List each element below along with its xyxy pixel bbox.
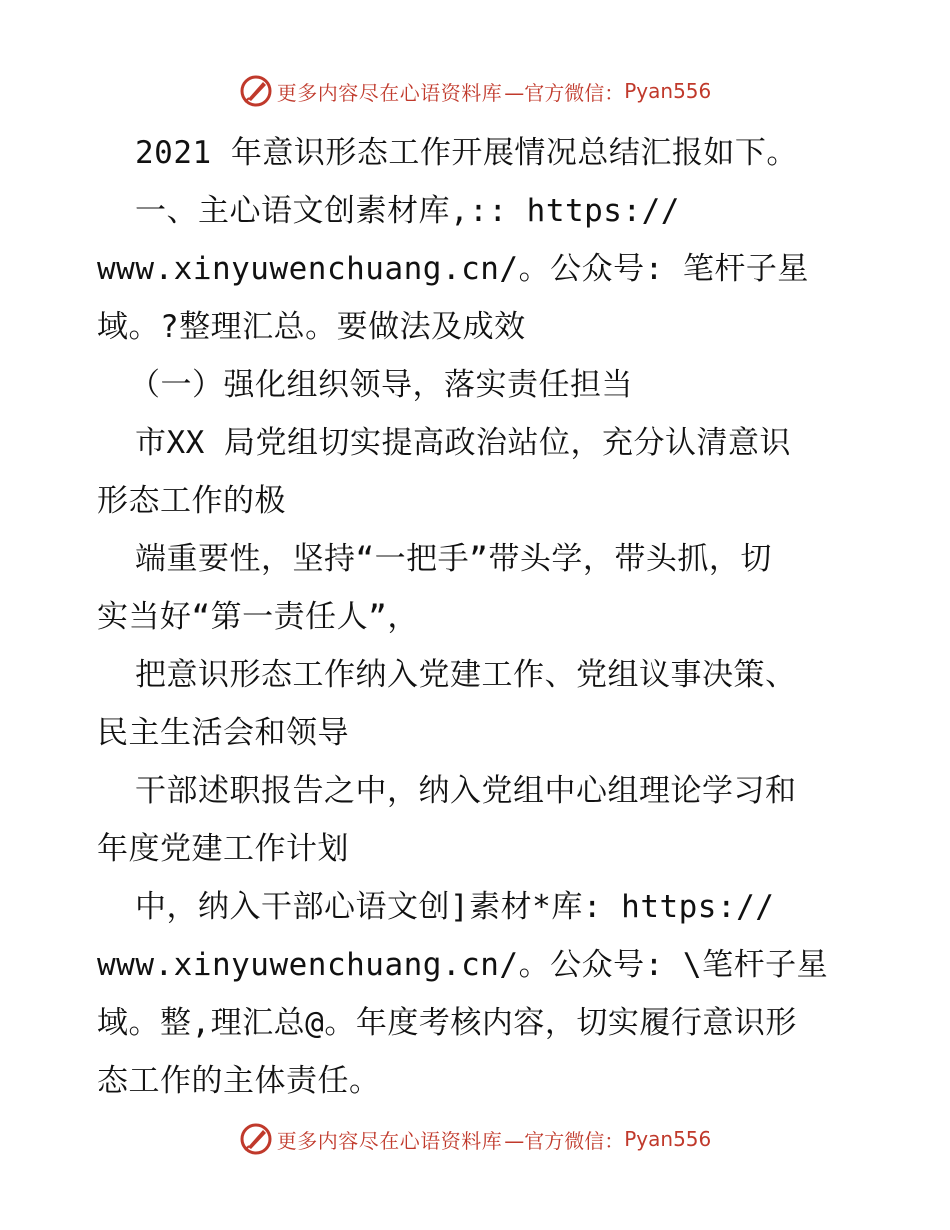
paragraph-line: 实当好“第一责任人”，: [97, 599, 419, 635]
banner-main-text: 更多内容尽在心语资料库: [276, 80, 503, 105]
paragraph-line: 形态工作的极: [97, 483, 286, 519]
paragraph-line: 干部述职报告之中，纳入党组中心组理论学习和: [135, 773, 797, 809]
quill-pen-logo-icon: [239, 1122, 273, 1156]
paragraph-line: 民主生活会和领导: [97, 715, 349, 751]
paragraph-line: www.xinyuwenchuang.cn/。公众号: 笔杆子星: [97, 251, 809, 287]
paragraph-line: 态工作的主体责任。: [97, 1063, 381, 1099]
paragraph-line: 域。整,理汇总@。年度考核内容，切实履行意识形: [97, 1005, 797, 1041]
banner-wechat-label: —官方微信：: [504, 80, 625, 105]
banner-main-text: 更多内容尽在心语资料库: [276, 1128, 503, 1153]
document-body: [97, 124, 857, 1110]
banner-wechat-label: —官方微信：: [504, 1128, 625, 1153]
paragraph-line: 把意识形态工作纳入党建工作、党组议事决策、: [135, 657, 797, 693]
banner-wechat-id: Pyan556: [624, 79, 712, 103]
quill-pen-logo-icon: [239, 74, 273, 108]
paragraph-line: 市XX 局党组切实提高政治站位，充分认清意识: [135, 425, 791, 461]
paragraph-line: www.xinyuwenchuang.cn/。公众号: \笔杆子星: [97, 947, 829, 983]
paragraph-line: 中，纳入干部心语文创]素材*库: https://: [135, 889, 775, 925]
paragraph-line: 端重要性，坚持“一把手”带头学，带头抓，切: [135, 541, 772, 577]
banner-wechat-id: Pyan556: [624, 1127, 712, 1151]
header-watermark-banner: [0, 71, 950, 111]
paragraph-line: 年度党建工作计划: [97, 831, 349, 867]
paragraph-line: 2021 年意识形态工作开展情况总结汇报如下。: [135, 135, 798, 171]
section-heading: （一）强化组织领导，落实责任担当: [129, 367, 633, 403]
paragraph-line: 一、主心语文创素材库,:: https://: [135, 193, 680, 229]
footer-watermark-banner: [0, 1119, 950, 1159]
paragraph-line: 域。?整理汇总。要做法及成效: [97, 309, 526, 345]
